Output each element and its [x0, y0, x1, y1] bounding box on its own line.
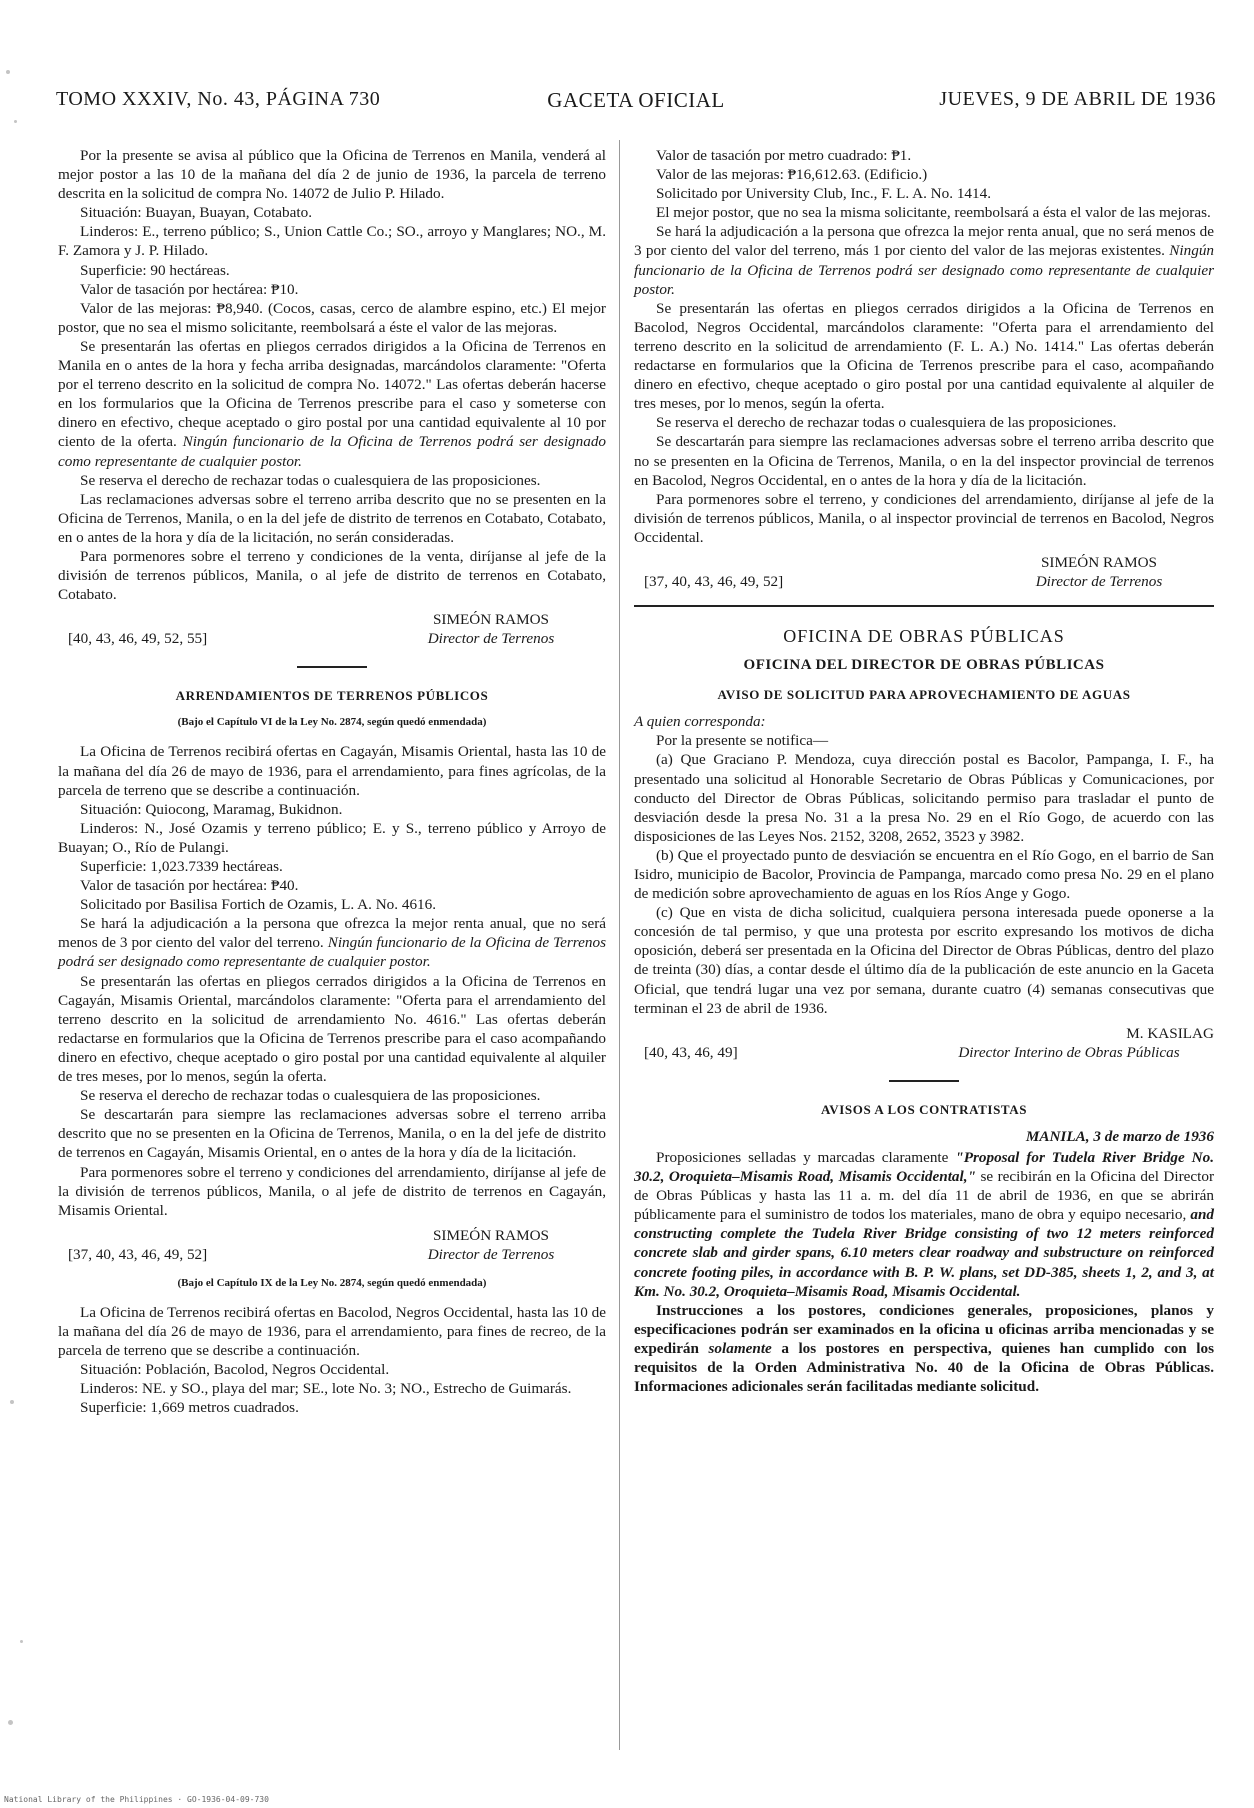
section-title: AVISO DE SOLICITUD PARA APROVECHAMIENTO DE AGUAS: [717, 687, 1131, 703]
scan-speck: [6, 70, 10, 74]
notice-contractors: [634, 1127, 1214, 1396]
notice-paragraph: Se descartarán para siempre las reclamaciones adversas sobre el terreno arriba descrito que no se presenten en la Oficina de Terrenos, Manila, o en la del inspector provincial de terrenos en Bacolod, Negros Occidental, en o antes de la hora y día de la licitación.: [634, 433, 1214, 489]
valor-mejoras: Valor de las mejoras: ₱8,940. (Cocos, casas, cerco de alambre espino, etc.) El mejor postor, que no sea el mismo solicitante, reembolsará a éste el valor de las mejoras.: [58, 299, 606, 336]
bureau-title: OFICINA DE OBRAS PÚBLICAS: [783, 625, 1065, 646]
linderos: Linderos: E., terreno público; S., Union Cattle Co.; SO., arroyo y Manglares; NO., M. F. Zamora y J. P. Hilado.: [58, 223, 606, 260]
valor-mejoras: Valor de las mejoras: ₱16,612.63. (Edificio.): [656, 166, 928, 184]
signatory-name: SIMEÓN RAMOS: [432, 1226, 550, 1244]
ofertas-text: Se presentarán las ofertas en pliegos cerrados dirigidos a la Oficina de Terrenos en Manila en o antes de la hora y fecha arriba designadas, marcándolos claramente: "Oferta por el terreno descrito en la solicitud de compra No. 14072." Las ofertas deberán hacerse en los formularios que la Oficina de Terrenos prescribe para el caso y someterse con dinero en efectivo, cheque aceptado o giro postal por una cantidad equivalente al 10 por ciento de la oferta.: [58, 337, 606, 451]
notice-paragraph: Se reserva el derecho de rechazar todas o cualesquiera de las proposiciones.: [80, 471, 541, 489]
proposal-title: "Proposal for Tudela River Bridge No. 30.2, Oroquieta–Misamis Road, Misamis Occidental,": [634, 1148, 1214, 1186]
signatory: [376, 1226, 606, 1264]
linderos: Linderos: N., José Ozamis y terreno público; E. y S., terreno público y Arroyo de Buayan; O., Río de Pulangi.: [58, 819, 606, 856]
signature-block: [58, 1226, 606, 1264]
valor-tasacion: Valor de tasación por metro cuadrado: ₱1.: [656, 147, 912, 164]
valor-tasacion: Valor de tasación por hectárea: ₱40.: [80, 877, 299, 895]
notice-paragraph: Para pormenores sobre el terreno, y condiciones del arrendamiento, diríjanse al jefe de la división de terrenos públicos, Manila, o al inspector provincial de terrenos en Bacolod, Negros Occidental.: [634, 490, 1214, 546]
superficie: Superficie: 90 hectáreas.: [80, 261, 230, 279]
solicitado: Solicitado por University Club, Inc., F. L. A. No. 1414.: [656, 185, 991, 203]
adjudicacion-text: Se hará la adjudicación a la persona que ofrezca la mejor renta anual, que no será menos de 3 por ciento del valor del terreno.: [58, 915, 606, 952]
instructions-italic: solamente: [708, 1339, 772, 1357]
notice-paragraph: El mejor postor, que no sea la misma solicitante, reembolsará a ésta el valor de las mejoras.: [656, 204, 1211, 222]
signatory: [376, 610, 606, 648]
left-column: [58, 146, 606, 1417]
section-rule: [634, 605, 1214, 607]
salutation: A quien corresponda:: [634, 713, 766, 731]
publication-ref: [40, 43, 46, 49, 52, 55]: [68, 630, 208, 648]
notice-paragraph: Para pormenores sobre el terreno y condiciones de la venta, diríjanse al jefe de la división de terrenos públicos, Manila, o al jefe de distrito de terrenos en Cotabato, Cotabato.: [58, 547, 606, 604]
volume-page-label: TOMO XXXIV, No. 43, PÁGINA 730: [56, 88, 381, 110]
section-title: AVISOS A LOS CONTRATISTAS: [820, 1101, 1028, 1117]
situacion: Situación: Población, Bacolod, Negros Occidental.: [80, 1361, 390, 1379]
notice-water-rights: [634, 712, 1214, 1062]
publication-ref: [37, 40, 43, 46, 49, 52]: [68, 1245, 208, 1263]
superficie: Superficie: 1,669 metros cuadrados.: [80, 1399, 299, 1417]
notice-paragraph: Para pormenores sobre el terreno y condiciones del arrendamiento, diríjanse al jefe de la división de terrenos públicos, Manila, o al jefe de distrito de terrenos en Cagayán, Misamis Oriental.: [58, 1163, 606, 1219]
scan-speck: [10, 1400, 14, 1404]
issue-date: JUEVES, 9 DE ABRIL DE 1936: [939, 88, 1216, 110]
signatory: [924, 1024, 1214, 1062]
publication-ref: [40, 43, 46, 49]: [644, 1043, 738, 1061]
notice-paragraph: Por la presente se avisa al público que la Oficina de Terrenos en Manila, venderá al mejor postor a las 10 de la mañana del día 2 de junio de 1936, la parcela de terreno descrita en la solicitud de compra No. 14072 de Julio P. Hilado.: [58, 147, 606, 203]
scan-speck: [20, 1640, 23, 1643]
signature-block: [58, 610, 606, 648]
notice-lease-1414-continued: [634, 146, 1214, 591]
section-title: ARRENDAMIENTOS DE TERRENOS PÚBLICOS: [175, 688, 489, 704]
valor-tasacion: Valor de tasación por hectárea: ₱10.: [80, 280, 299, 298]
scan-speck: [14, 120, 17, 123]
notice-lease-1414: [58, 1303, 606, 1418]
notice-date-text: MANILA, 3 de marzo de 1936: [1025, 1127, 1214, 1145]
notice-paragraph: [58, 914, 606, 971]
linderos: Linderos: NE. y SO., playa del mar; SE., lote No. 3; NO., Estrecho de Guimarás.: [80, 1380, 572, 1398]
notice-paragraph: La Oficina de Terrenos recibirá ofertas en Cagayán, Misamis Oriental, hasta las 10 de la mañana del día 26 de mayo de 1936, para el arrendamiento, para fines agrícolas, de la parcela de terreno que se describe a continuación.: [58, 743, 606, 799]
signatory-title: Director Interino de Obras Públicas: [958, 1043, 1180, 1061]
notice-lease-4616: [58, 742, 606, 1263]
signatory-name: SIMEÓN RAMOS: [1040, 553, 1158, 571]
notice-paragraph: Las reclamaciones adversas sobre el terreno arriba descrito que no se presenten en la Oficina de Terrenos, Manila, o en la del jefe de distrito de terrenos en Cotabato, Cotabato, en o antes de la hora y día de la licitación, no serán consideradas.: [58, 490, 606, 546]
publication-ref: [37, 40, 43, 46, 49, 52]: [644, 572, 784, 590]
solicitado: Solicitado por Basilisa Fortich de Ozamis, L. A. No. 4616.: [80, 896, 437, 914]
column-divider: [619, 140, 620, 1750]
right-column: [634, 146, 1214, 1396]
signatory: [984, 553, 1214, 591]
notice-paragraph: Se presentarán las ofertas en pliegos cerrados dirigidos a la Oficina de Terrenos en Cagayán, Misamis Oriental, marcándolos claramente: "Oferta para el arrendamiento del terreno descrito en la solicitud de arrendamiento No. 4616." Las ofertas deberán redactarse en formularios que la Oficina de Terrenos prescribe para el caso acompañando dinero en efectivo, cheque aceptado o giro postal por una cantidad equivalente al alquiler de tres meses, por lo menos, según la oferta.: [58, 972, 606, 1086]
adjudicacion-text: Se hará la adjudicación a la persona que ofrezca la mejor renta anual, que no será menos de 3 por ciento del valor del terreno, más 1 por ciento del valor de las mejoras existentes.: [634, 223, 1214, 260]
signature-block: [634, 1024, 1214, 1062]
notice-item-c: (c) Que en vista de dicha solicitud, cualquiera persona interesada puede oponerse a la concesión de tal permiso, y que una protesta por escrito expresando los motivos de dicha oposición, deberá ser presentada en la Oficina del Director de Obras Públicas, dentro del plazo de treinta (30) días, a contar desde el último día de la publicación de este anuncio en la Gaceta Oficial, que tendrá lugar una vez por semana, durante cuatro (4) semanas consecutivas que terminan el 23 de abril de 1936.: [634, 904, 1214, 1017]
proposal-text: se recibirán en la Oficina del Director de Obras Públicas y hasta las 11 a. m. del día 11 de abril de 1936, en que se abrirán públicamente para el suministro de todos los materiales, mano de obra y equipo necesario,: [634, 1168, 1214, 1224]
notice-paragraph: Se presentarán las ofertas en pliegos cerrados dirigidos a la Oficina de Terrenos en Bacolod, Negros Occidental, marcándolos claramente: "Oferta para el arrendamiento del terreno descrito en la solicitud de arrendamiento (F. L. A.) No. 1414." Las ofertas deberán redactarse en formularios que la Oficina de Terrenos prescribe para el caso, acompañando dinero en efectivo, cheque aceptado o giro postal por una cantidad equivalente al alquiler de tres meses, por lo menos, según la oferta.: [634, 299, 1214, 413]
notice-paragraph: Se reserva el derecho de rechazar todas o cualesquiera de las proposiciones.: [656, 414, 1117, 432]
notice-paragraph: Se reserva el derecho de rechazar todas o cualesquiera de las proposiciones.: [80, 1087, 541, 1105]
instructions-text: a los postores en perspectiva, quienes han cumplido con los requisitos de la Orden Administrativa No. 40 de la Oficina de Obras Públicas. Informaciones adicionales serán facilitadas mediante solicitud.: [634, 1339, 1215, 1396]
notice-date: [634, 1127, 1214, 1146]
notice-paragraph: Se descartarán para siempre las reclamaciones adversas sobre el terreno arriba descrito que no se presenten en la Oficina de Terrenos, Manila, o en la del jefe de distrito de terrenos en Cagayán, Misamis Oriental, en o antes de la hora y día de la licitación.: [58, 1106, 606, 1162]
notice-paragraph: La Oficina de Terrenos recibirá ofertas en Bacolod, Negros Occidental, hasta las 10 de la mañana del día 26 de mayo de 1936, para el arrendamiento, para fines de recreo, de la parcela de terreno que se describe a continuación.: [58, 1303, 606, 1360]
proposal-text: Proposiciones selladas y marcadas claramente: [656, 1148, 949, 1166]
adjudicacion-italic-text: Ningún funcionario de la Oficina de Terrenos podrá ser designado como representante de cualquier postor.: [634, 242, 1215, 298]
notice-paragraph: [58, 337, 606, 471]
signatory-title: Director de Terrenos: [1035, 572, 1163, 590]
section-rule: [889, 1080, 959, 1082]
situacion: Situación: Buayan, Buayan, Cotabato.: [80, 204, 312, 222]
superficie: Superficie: 1,023.7339 hectáreas.: [80, 858, 283, 875]
proposal-scope: and constructing complete the Tudela River Bridge consisting of two 12 meters reinforced concrete slab and girder spans, 6.10 meters clear roadway and substructure on reinforced concrete footing piles, in accordance with B. P. W. plans, set DD-385, sheets 1, 2, and 3, at Km. No. 30.2, Oroquieta–Misamis Road, Misamis Occidental.: [634, 1206, 1214, 1300]
notice-paragraph: [634, 222, 1214, 298]
section-subtitle: (Bajo el Capítulo IX de la Ley No. 2874, según quedó enmendada): [177, 1276, 487, 1289]
signatory-name: M. KASILAG: [1126, 1024, 1214, 1042]
notice-intro: Por la presente se notifica—: [656, 732, 829, 750]
section-subtitle: (Bajo el Capítulo VI de la Ley No. 2874, según quedó enmendada): [177, 716, 487, 729]
page-header: [56, 88, 1216, 118]
section-rule: [297, 666, 367, 668]
signatory-title: Director de Terrenos: [427, 1245, 555, 1263]
situacion: Situación: Quiocong, Maramag, Bukidnon.: [80, 800, 343, 818]
notice-item-b: (b) Que el proyectado punto de desviación se encuentra en el Río Gogo, en el barrio de San Isidro, municipio de Bacolor, Provincia de Pampanga, marcado como presa No. 29 en el plano de medición sobre aprovechamiento de aguas en los Ríos Ange y Gogo.: [634, 846, 1214, 903]
adjudicacion-italic-text: Ningún funcionario de la Oficina de Terrenos podrá ser designado como representante de cualquier postor.: [58, 934, 606, 971]
notice-paragraph: [634, 1148, 1214, 1301]
notice-item-a: (a) Que Graciano P. Mendoza, cuya dirección postal es Bacolor, Pampanga, I. F., ha presentado una solicitud al Honorable Secretario de Obras Públicas y Comunicaciones, por conducto del Director de Obras Públicas, solicitando permiso para trasladar el punto de desviación desde la presa No. 31 a la presa No. 29 en el Río Gogo, de acuerdo con las disposiciones de las Leyes Nos. 2152, 3208, 2652, 3523 y 3982.: [634, 751, 1214, 845]
office-subtitle: OFICINA DEL DIRECTOR DE OBRAS PÚBLICAS: [743, 657, 1105, 674]
notice-sale-14072: [58, 146, 606, 648]
gazette-title: GACETA OFICIAL: [547, 88, 725, 112]
scan-speck: [8, 1720, 13, 1725]
signatory-title: Director de Terrenos: [427, 630, 555, 648]
ofertas-italic-text: Ningún funcionario de la Oficina de Terrenos podrá ser designado como representante de cualquier postor.: [58, 433, 607, 470]
signatory-name: SIMEÓN RAMOS: [432, 611, 550, 629]
notice-paragraph: [634, 1301, 1214, 1396]
instructions-text: Instrucciones a los postores, condiciones generales, proposiciones, planos y especificaciones podrán ser examinados en la oficina u oficinas arriba mencionadas y se expedirán: [634, 1301, 1214, 1357]
scan-footer: National Library of the Philippines · GO-1936-04-09-730: [4, 1795, 269, 1804]
signature-block: [634, 553, 1214, 591]
